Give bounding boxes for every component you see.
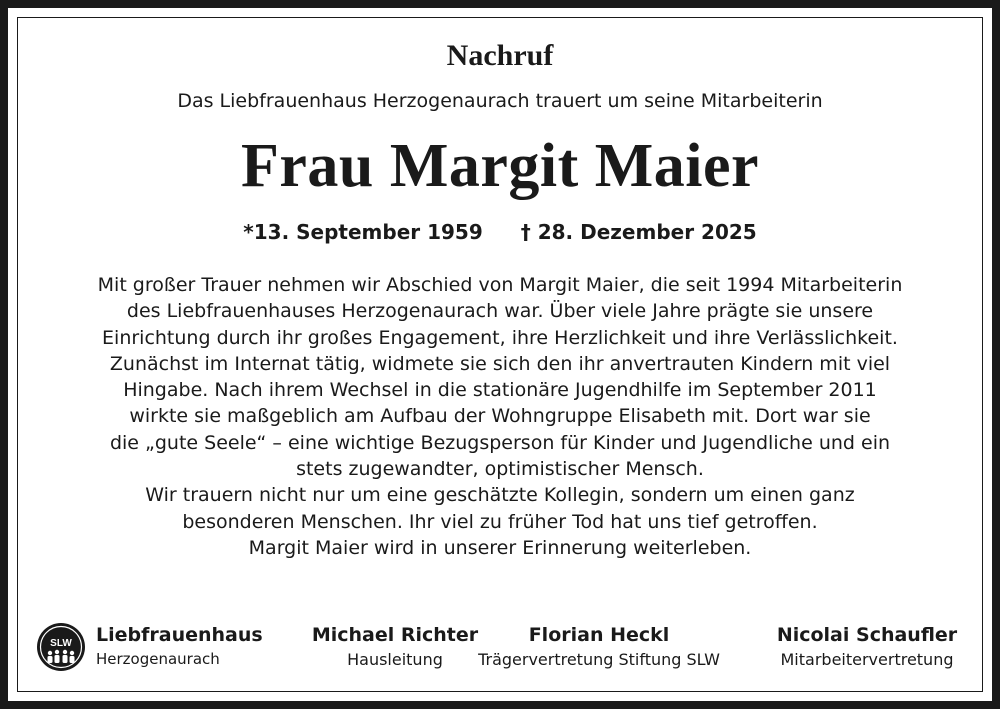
life-dates — [0, 218, 1000, 246]
text-line: besonderen Menschen. Ihr viel zu früher Tod hat uns tief getroffen. — [182, 510, 818, 533]
signatory-name: Florian Heckl — [528, 624, 670, 646]
signatory — [476, 622, 722, 682]
signatory — [300, 622, 490, 682]
text-line: Margit Maier wird in unserer Erinnerung weiterleben. — [248, 536, 752, 559]
birth-date: *13. September 1959 — [243, 220, 483, 244]
signatory-name: Michael Richter — [311, 624, 479, 646]
svg-text:SLW: SLW — [50, 638, 72, 649]
text-line: Mit großer Trauer nehmen wir Abschied von Margit Maier, die seit 1994 Mitarbeiterin — [97, 274, 903, 296]
organization-logo — [36, 622, 276, 682]
text-line: die „gute Seele“ – eine wichtige Bezugsperson für Kinder und Jugendliche und ein — [109, 431, 891, 454]
text-line: Wir trauern nicht nur um eine geschätzte Kollegin, sondern um einen ganz — [145, 484, 855, 507]
signatory — [762, 622, 972, 682]
text-line: Einrichtung durch ihr großes Engagement, ihre Herzlichkeit und ihre Verlässlichkeit. — [102, 326, 898, 349]
signatory-role: Hausleitung — [347, 650, 443, 669]
notice-heading: Nachruf — [446, 39, 554, 72]
text-line: stets zugewandter, optimistischer Mensch. — [296, 458, 704, 481]
slw-logo-icon — [36, 622, 86, 672]
death-date: † 28. Dezember 2025 — [520, 220, 757, 244]
text-line: des Liebfrauenhauses Herzogenaurach war. Über viele Jahre prägte sie unsere — [126, 300, 874, 323]
text-line: Hingabe. Nach ihrem Wechsel in die stationäre Jugendhilfe im September 2011 — [123, 379, 877, 402]
organization-name: Liebfrauenhaus — [96, 624, 263, 646]
signatory-name: Nicolai Schaufler — [776, 624, 958, 646]
obituary-text — [0, 272, 1000, 561]
text-line: wirkte sie maßgeblich am Aufbau der Wohngruppe Elisabeth mit. Dort war sie — [129, 405, 871, 428]
intro-line: Das Liebfrauenhaus Herzogenaurach trauert um seine Mitarbeiterin — [177, 90, 823, 112]
signatory-role: Trägervertretung Stiftung SLW — [478, 650, 720, 669]
deceased-name: Frau Margit Maier — [240, 132, 760, 200]
signatory-role: Mitarbeitervertretung — [780, 650, 954, 669]
text-line: Zunächst im Internat tätig, widmete sie sich den ihr anvertrauten Kindern mit viel — [109, 352, 891, 375]
organization-location: Herzogenaurach — [96, 650, 220, 668]
